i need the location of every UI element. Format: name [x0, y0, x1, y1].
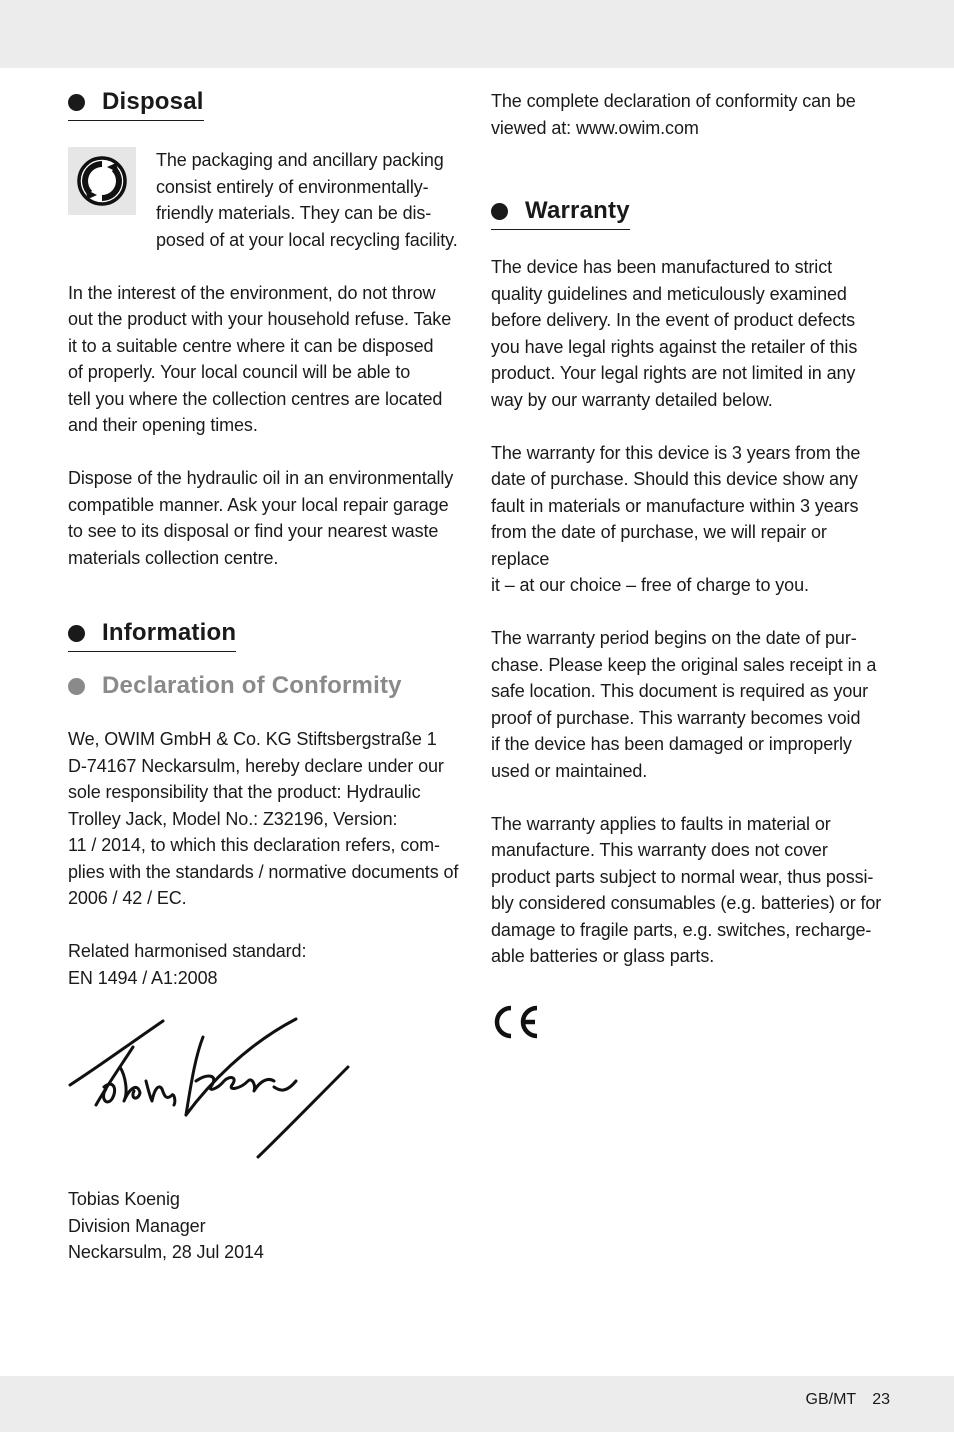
heading-bullet-icon: [68, 625, 85, 642]
declaration-heading-text: Declaration of Conformity: [102, 672, 402, 699]
environment-text: In the interest of the environment, do not throw out the product with your household refuse. Take it to a suitable centre where it can be disposed of properly. Your local council will be able to tell you where the collection centres are located and their opening times.: [68, 282, 452, 435]
page-number: 23: [872, 1391, 890, 1408]
disposal-packaging-block: [68, 147, 466, 253]
hydraulic-oil-text: Dispose of the hydraulic oil in an environmentally compatible manner. Ask your local repair garage to see to its disposal or find your nearest waste materials collection centre.: [68, 468, 454, 568]
disposal-heading: [68, 88, 204, 121]
heading-bullet-icon: [68, 94, 85, 111]
information-heading: [68, 619, 236, 652]
left-column: [68, 88, 466, 1266]
page-top-band: [0, 0, 954, 68]
heading-bullet-icon: [68, 678, 85, 695]
standard-label: Related harmonised standard:: [68, 941, 307, 961]
packaging-text: The packaging and ancillary packing consist entirely of environmentally- friendly materials. They can be dis- posed of at your local recycling facility.: [156, 150, 458, 250]
declaration-heading: [68, 672, 402, 704]
warranty-heading-text: Warranty: [525, 197, 630, 224]
information-heading-text: Information: [102, 619, 237, 646]
disposal-heading-text: Disposal: [102, 88, 204, 115]
green-dot-recycling-icon: [68, 147, 136, 215]
heading-bullet-icon: [491, 203, 508, 220]
warranty-paragraph-3: The warranty period begins on the date of pur- chase. Please keep the original sales receipt in a safe location. This document is required as your proof of purchase. This warranty becomes void if the device has been damaged or improperly used or maintained.: [491, 628, 877, 781]
page-footer: [806, 1391, 890, 1409]
right-column: [491, 88, 889, 1045]
conformity-view-text: The complete declaration of conformity can be viewed at: www.owim.com: [491, 91, 856, 138]
footer-region: GB/MT: [805, 1391, 857, 1408]
standard-value: EN 1494 / A1:2008: [68, 967, 218, 988]
signer-place-date: Neckarsulm, 28 Jul 2014: [68, 1242, 264, 1262]
declaration-text: We, OWIM GmbH & Co. KG Stiftsbergstraße 1 D-74167 Neckarsulm, hereby declare under our sole responsibility that the product: Hydraulic Trolley Jack, Model No.: Z32196, Version: 11 / 2014, to which this declaration refers, com- plies with the standards / normative documents of 2006 / 42 / EC.: [68, 729, 459, 908]
warranty-paragraph-2: The warranty for this device is 3 years from the date of purchase. Should this device show any fault in materials or manufacture within 3 years from the date of purchase, we will repair or replace it – at our choice – free of charge to you.: [491, 442, 861, 595]
signer-title: Division Manager: [68, 1215, 206, 1236]
warranty-heading: [491, 197, 630, 230]
warranty-paragraph-1: The device has been manufactured to strict quality guidelines and meticulously examined before delivery. In the event of product defects you have legal rights against the retailer of this product. Your legal rights are not limited in any way by our warranty detailed below.: [491, 257, 858, 410]
warranty-paragraph-4: The warranty applies to faults in material or manufacture. This warranty does not cover product parts subject to normal wear, thus possi- bly considered consumables (e.g. batteries) or for damage to fragile parts, e.g. switches, recharge- able batteries or glass parts.: [491, 813, 882, 966]
ce-mark-icon: [491, 1004, 889, 1045]
signer-name: Tobias Koenig: [68, 1189, 180, 1209]
signature-image: [68, 1015, 466, 1170]
